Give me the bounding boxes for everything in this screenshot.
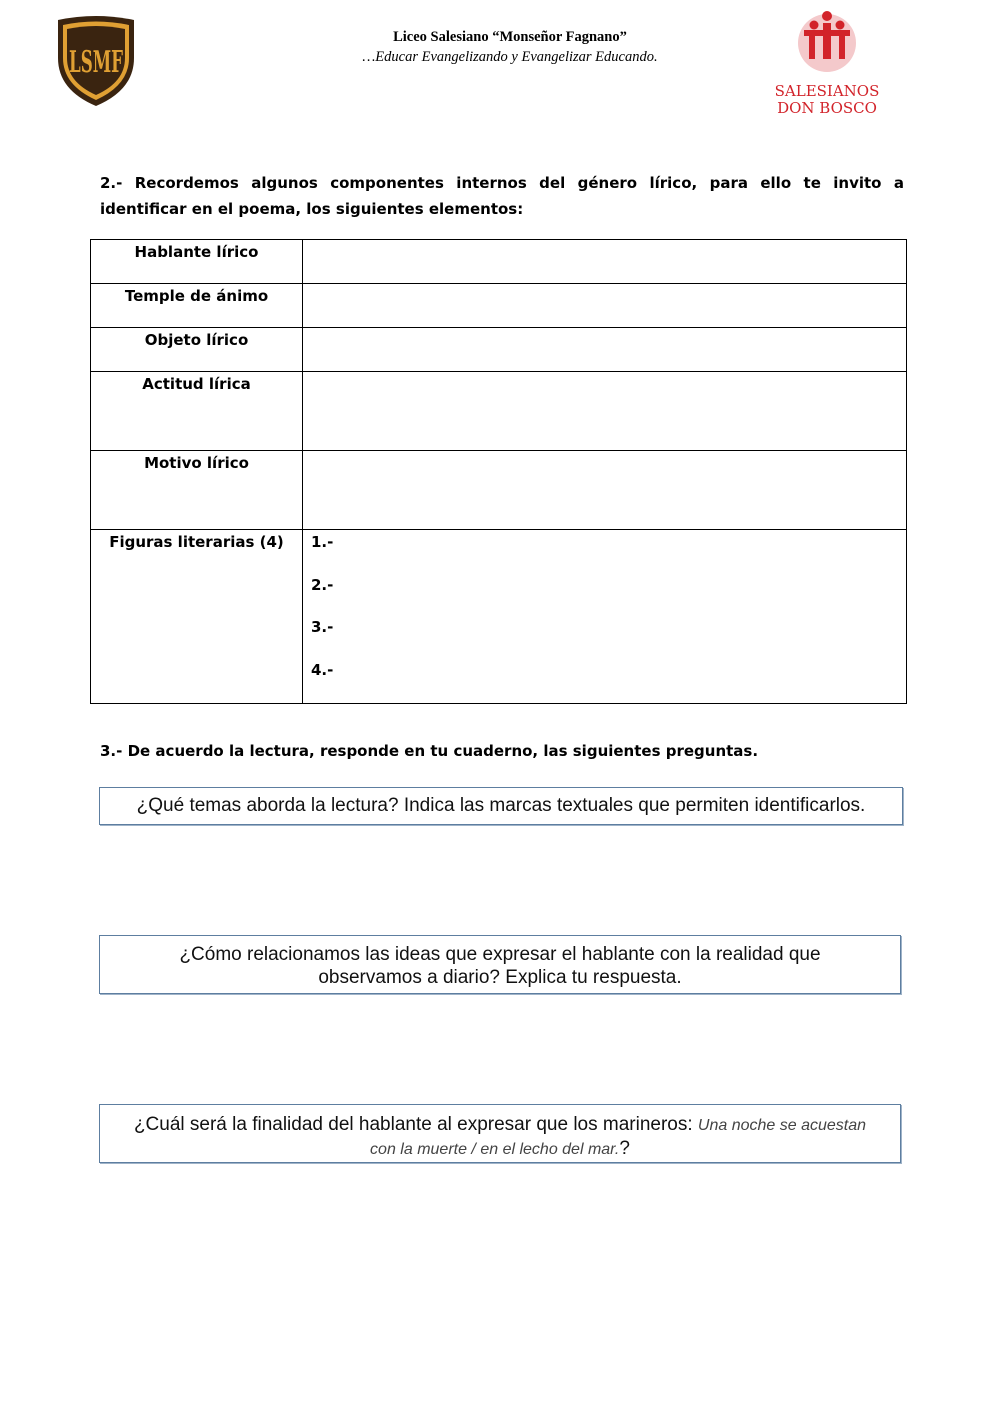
poem-quote-part-1: Una noche se acuestan	[697, 1117, 867, 1134]
answer-cell[interactable]	[303, 328, 907, 372]
table-row	[91, 328, 907, 372]
row-label: Actitud lírica	[91, 372, 303, 451]
figure-item: 3.-	[311, 618, 334, 636]
question-2-line-2: observamos a diario? Explica tu respuesta.	[318, 967, 682, 988]
table-row	[91, 372, 907, 451]
figures-list	[311, 530, 906, 703]
table-row	[91, 530, 907, 704]
answer-cell[interactable]	[303, 372, 907, 451]
answer-cell[interactable]	[303, 451, 907, 530]
svg-text:LSMF: LSMF	[69, 45, 123, 80]
school-shield-logo	[52, 14, 140, 108]
question-box-2	[99, 935, 901, 994]
question-2-line-1: ¿Cómo relacionamos las ideas que expresar el hablante con la realidad que	[179, 944, 821, 965]
section3-heading: 3.- De acuerdo la lectura, responde en tu cuaderno, las siguientes preguntas.	[100, 742, 759, 760]
figure-item: 1.-	[311, 533, 334, 551]
table-row	[91, 451, 907, 530]
row-label: Objeto lírico	[91, 328, 303, 372]
question-3-text: ¿Cuál será la finalidad del hablante al expresar que los marineros:	[133, 1114, 693, 1135]
section2-instructions: 2.- Recordemos algunos componentes internos del género lírico, para ello te invito a identificar en el poema, los siguientes elementos:	[100, 174, 904, 218]
table-row	[91, 284, 907, 328]
question-1-text: ¿Qué temas aborda la lectura? Indica las marcas textuales que permiten identificarlos.	[136, 795, 866, 816]
logo-text-line1: SALESIANOS	[774, 82, 880, 100]
question-box-3	[99, 1104, 901, 1163]
row-label: Temple de ánimo	[91, 284, 303, 328]
row-label: Hablante lírico	[91, 240, 303, 284]
figure-item: 2.-	[311, 575, 334, 594]
poem-quote-part-2: con la muerte / en el lecho del mar.	[370, 1141, 620, 1158]
answer-cell[interactable]	[303, 284, 907, 328]
figure-item: 4.-	[311, 660, 334, 679]
salesianos-logo	[776, 8, 886, 120]
question-box-1	[99, 787, 903, 825]
logo-text-line2: DON BOSCO	[777, 99, 877, 117]
table-row	[91, 240, 907, 284]
figures-answer-cell[interactable]	[303, 530, 907, 704]
question-3-end: ?	[619, 1138, 630, 1159]
header-text	[250, 27, 770, 67]
lyric-elements-table	[90, 239, 907, 704]
school-motto: …Educar Evangelizando y Evangelizar Educando.	[362, 49, 658, 65]
row-label: Figuras literarias (4)	[91, 530, 303, 704]
answer-cell[interactable]	[303, 240, 907, 284]
row-label: Motivo lírico	[91, 451, 303, 530]
school-name: Liceo Salesiano “Monseñor Fagnano”	[393, 29, 627, 45]
